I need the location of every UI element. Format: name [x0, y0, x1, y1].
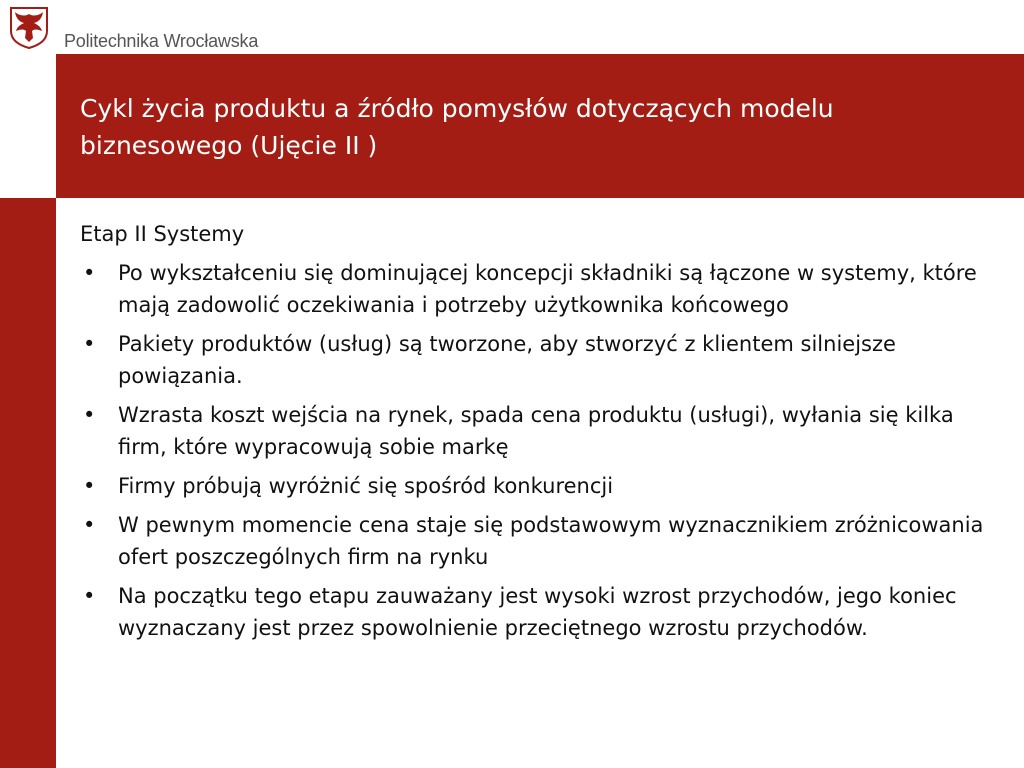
list-item [80, 257, 1000, 321]
university-logo [0, 0, 300, 54]
bullet-marker: • [83, 261, 96, 285]
eagle-emblem-icon [8, 5, 50, 49]
section-heading: Etap II Systemy [80, 222, 245, 246]
list-item [80, 509, 1000, 573]
bullet-text: Po wykształceniu się dominującej koncepcji składniki są łączone w systemy, które mają zadowolić oczekiwania i potrzeby użytkownika końcowego [118, 261, 977, 317]
bullet-marker: • [83, 474, 96, 498]
bullet-text: Wzrasta koszt wejścia na rynek, spada cena produktu (usługi), wyłania się kilka firm, które wypracowują sobie markę [118, 403, 954, 459]
bullet-text: Pakiety produktów (usług) są tworzone, aby stworzyć z klientem silniejsze powiązania. [118, 332, 896, 388]
bullet-marker: • [83, 584, 96, 608]
bullet-marker: • [83, 513, 96, 537]
bullet-marker: • [83, 332, 96, 356]
list-item [80, 580, 1000, 644]
slide-content [80, 218, 1000, 644]
title-banner [56, 54, 1024, 198]
bullet-text: Na początku tego etapu zauważany jest wysoki wzrost przychodów, jego koniec wyznaczany jest przez spowolnienie przeciętnego wzrostu przychodów. [118, 584, 957, 640]
bullet-text: Firmy próbują wyróżnić się spośród konkurencji [118, 474, 614, 498]
university-name: Politechnika Wrocławska [64, 31, 259, 51]
bullet-list [80, 257, 1000, 644]
bullet-text: W pewnym momencie cena staje się podstawowym wyznacznikiem zróżnicowania ofert poszczególnych firm na rynku [118, 513, 984, 569]
list-item [80, 399, 1000, 463]
slide-title: Cykl życia produktu a źródło pomysłów dotyczących modelu biznesowego (Ujęcie II ) [80, 94, 834, 160]
bullet-marker: • [83, 403, 96, 427]
list-item [80, 470, 1000, 502]
left-accent-bar [0, 198, 56, 768]
list-item [80, 328, 1000, 392]
